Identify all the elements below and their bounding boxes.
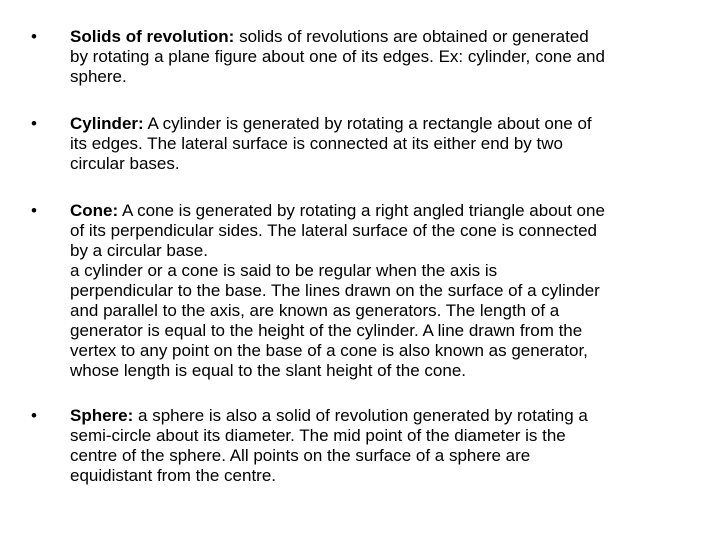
bullet-term: Cylinder: <box>70 114 144 133</box>
bullet-term: Cone: <box>70 201 119 220</box>
bullet-body: A cone is generated by rotating a right angled triangle about one of its perpendicular sides. The lateral surface of the cone is connected by a circular base. a cylinder or a cone is said to be regular when the axis is perpendicular to the base. The lines drawn on the surface of a cylinder and parallel to the axis, are known as generators. The length of a generator is equal to the height of the cylinder. A line drawn from the vertex to any point on the base of a cone is also known as generator, whose length is equal to the slant height of the cone. <box>70 201 605 380</box>
bullet-term: Solids of revolution: <box>70 27 235 46</box>
bullet-icon: • <box>31 201 37 220</box>
bullet-text <box>70 406 706 486</box>
bullet-body: solids of revolutions are obtained or generated by rotating a plane figure about one of its edges. Ex: cylinder, cone and sphere. <box>70 27 605 86</box>
bullet-text <box>70 201 706 381</box>
bullet-body: A cylinder is generated by rotating a rectangle about one of its edges. The lateral surface is connected at its either end by two circular bases. <box>70 114 592 173</box>
bullet-icon: • <box>31 27 37 46</box>
bullet-icon: • <box>31 114 37 133</box>
bullet-icon: • <box>31 406 37 425</box>
bullet-text <box>70 27 706 87</box>
bullet-term: Sphere: <box>70 406 134 425</box>
bullet-text <box>70 114 706 174</box>
bullet-body: a sphere is also a solid of revolution generated by rotating a semi-circle about its diameter. The mid point of the diameter is the centre of the sphere. All points on the surface of a sphere are equidistant from the centre. <box>70 406 588 485</box>
